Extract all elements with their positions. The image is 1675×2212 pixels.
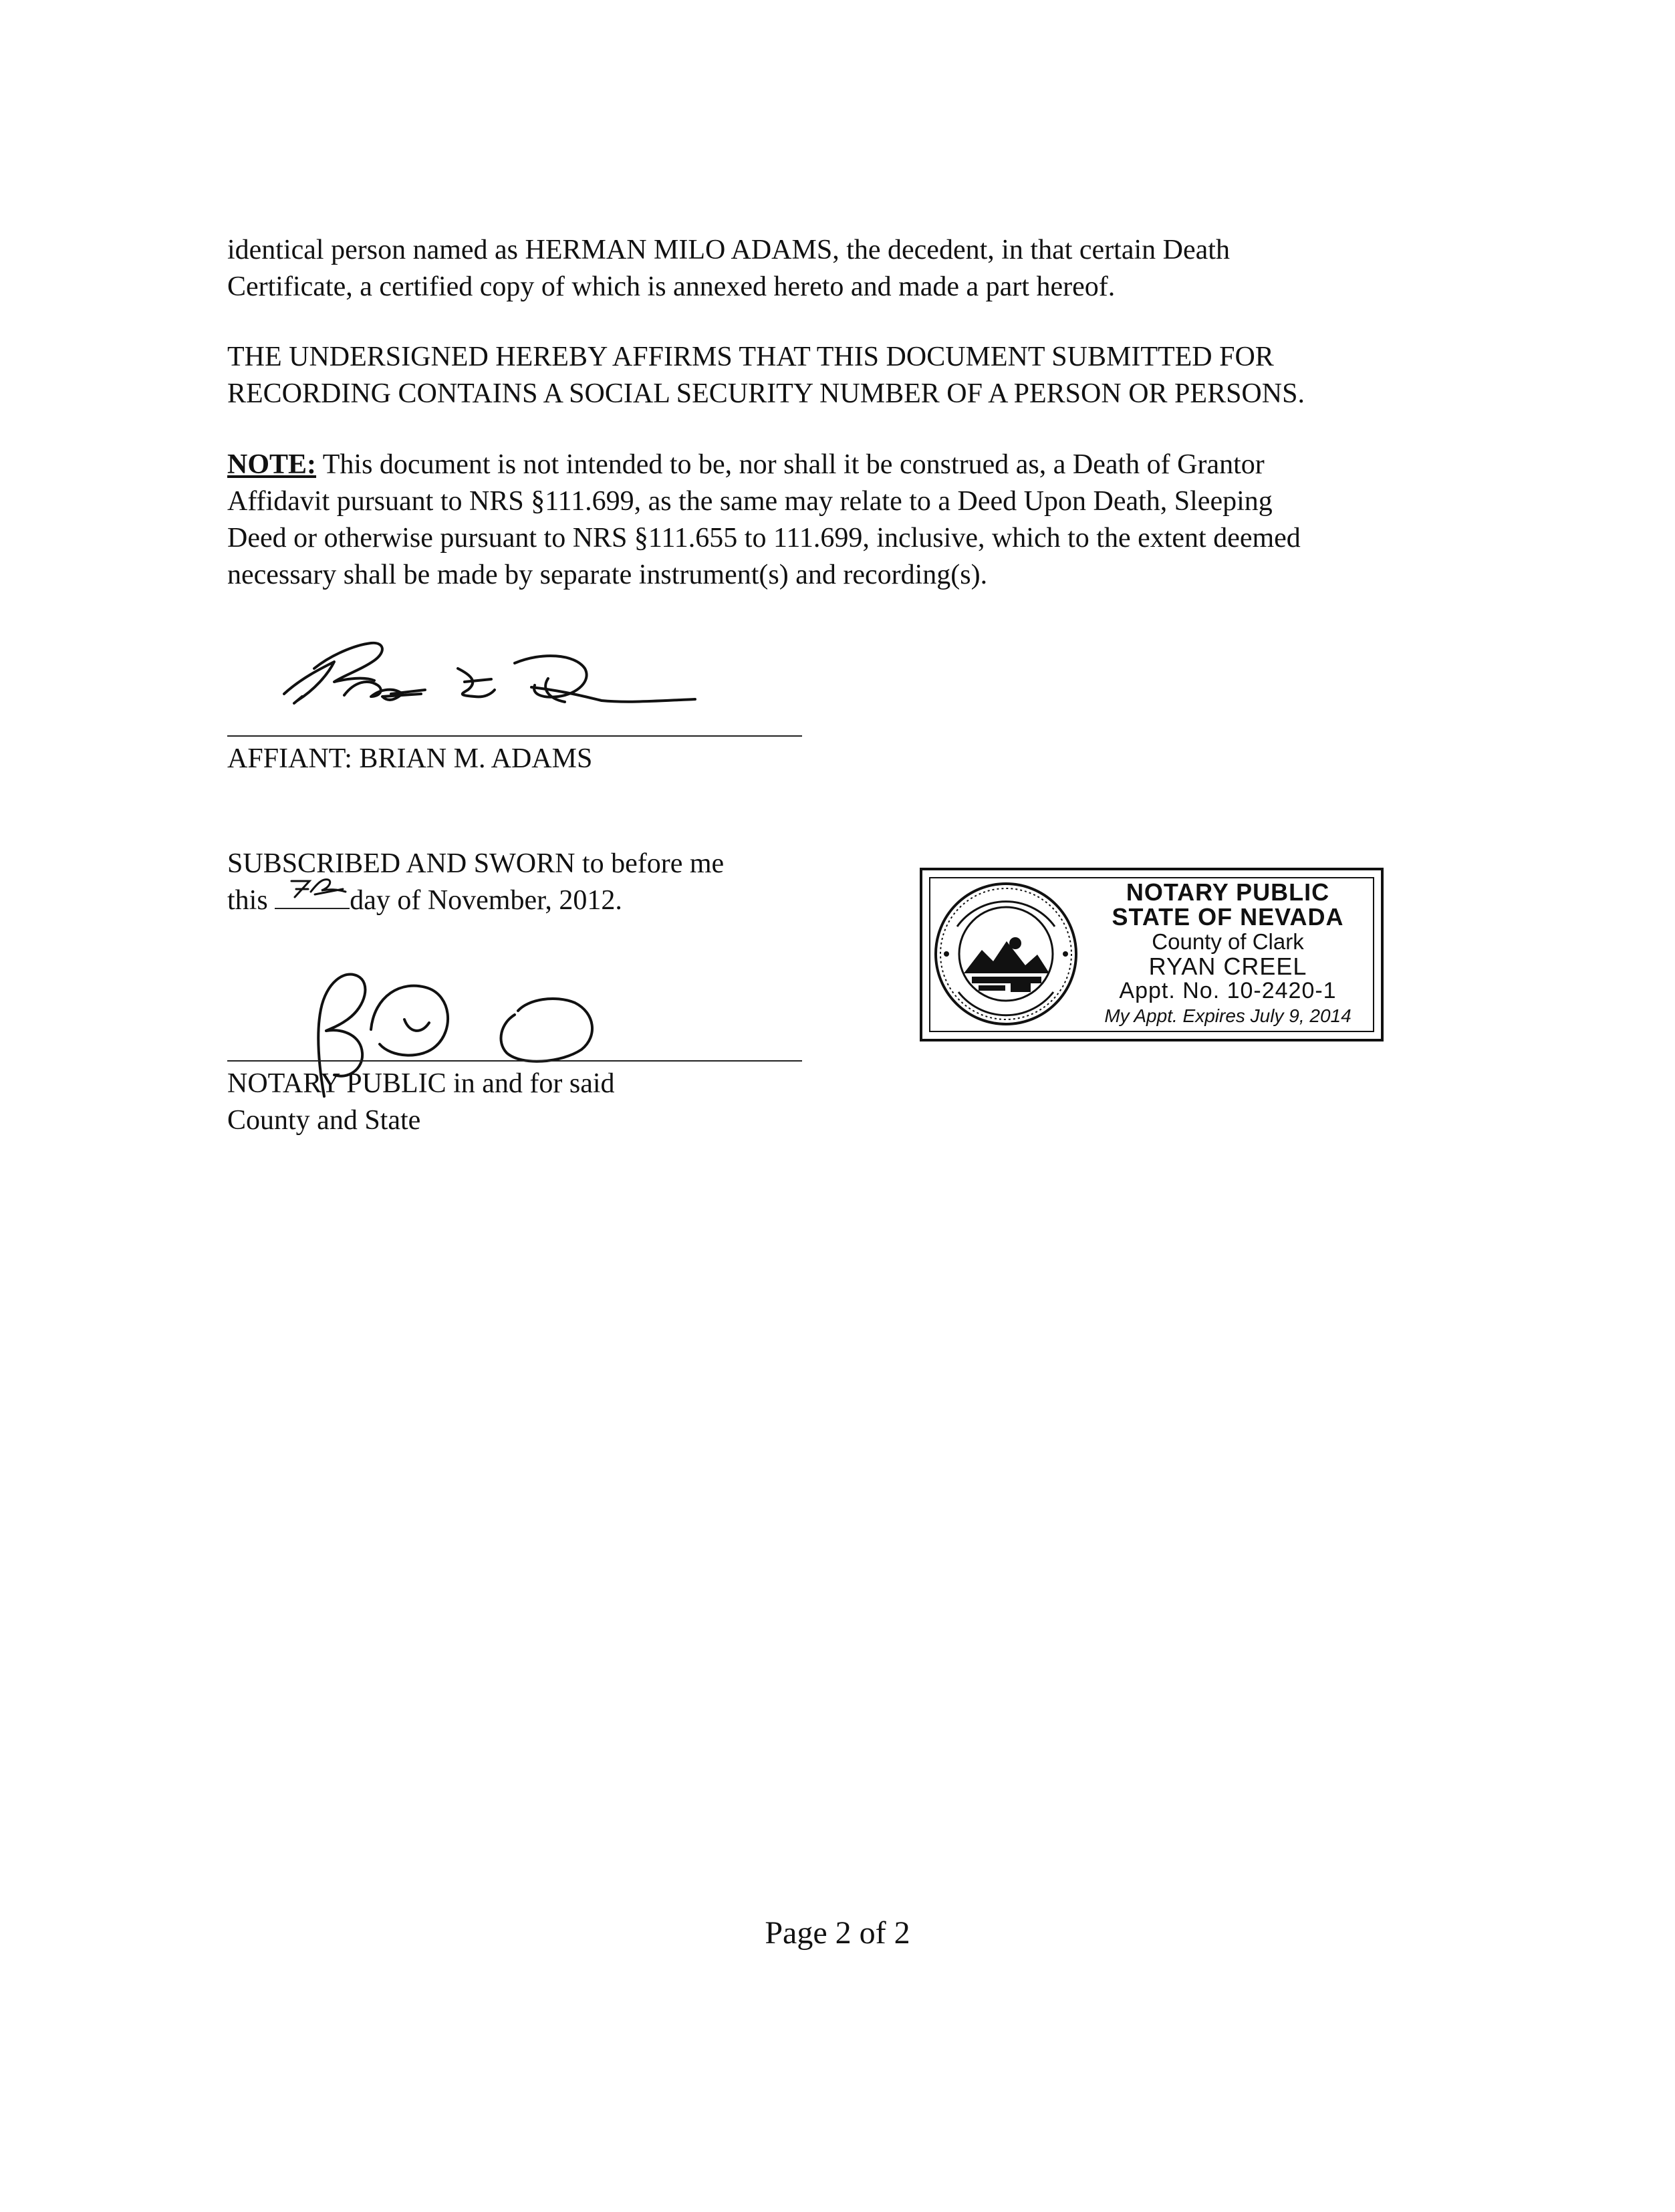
paragraph-line: RECORDING CONTAINS A SOCIAL SECURITY NUMBER OF A PERSON OR PERSONS. [227,378,1305,409]
day-blank [275,884,350,909]
jurat-line-2 [227,882,622,919]
paragraph-line: necessary shall be made by separate instrument(s) and recording(s). [227,560,988,590]
note-text: This document is not intended to be, nor shall it be construed as, a Death of Grantor [316,449,1265,480]
stamp-title: NOTARY PUBLIC [1126,878,1330,906]
stamp-appointment-number: Appt. No. 10-2420-1 [1119,978,1337,1003]
affiant-signature [227,615,802,735]
notary-signature-line [227,1060,802,1062]
notary-stamp [920,868,1384,1041]
jurat-line-1: SUBSCRIBED AND SWORN to before me [227,848,725,879]
paragraph-line: Deed or otherwise pursuant to NRS §111.655 to 111.699, inclusive, which to the extent deemed [227,523,1301,554]
jurat-prefix: this [227,885,275,916]
note-label: NOTE: [227,449,317,480]
page-number: Page 2 of 2 [765,1915,910,1951]
affiant-label: AFFIANT: BRIAN M. ADAMS [227,743,593,774]
nevada-state-seal-icon [932,880,1080,1028]
stamp-text-block [1083,880,1373,1028]
paragraph-line: THE UNDERSIGNED HEREBY AFFIRMS THAT THIS DOCUMENT SUBMITTED FOR [227,342,1274,372]
paragraph-line: Certificate, a certified copy of which is annexed hereto and made a part hereof. [227,271,1116,302]
paragraph-line: identical person named as HERMAN MILO ADAMS, the decedent, in that certain Death [227,235,1230,265]
stamp-notary-name: RYAN CREEL [1148,953,1307,980]
notary-label-line-2: County and State [227,1105,421,1136]
affiant-signature-line [227,735,802,737]
paragraph-ssn-affirmation [227,339,1424,412]
notary-label-line-1: NOTARY PUBLIC in and for said [227,1068,615,1099]
stamp-county: County of Clark [1152,929,1304,954]
paragraph-note [227,447,1424,594]
paragraph-decedent-identity [227,232,1424,305]
paragraph-line [227,447,1424,483]
handwritten-day [281,869,348,902]
paragraph-line: Affidavit pursuant to NRS §111.699, as the same may relate to a Deed Upon Death, Sleeping [227,486,1273,517]
stamp-state: STATE OF NEVADA [1112,903,1344,931]
jurat-suffix: day of November, 2012. [350,885,622,916]
stamp-expiration: My Appt. Expires July 9, 2014 [1104,1005,1351,1026]
